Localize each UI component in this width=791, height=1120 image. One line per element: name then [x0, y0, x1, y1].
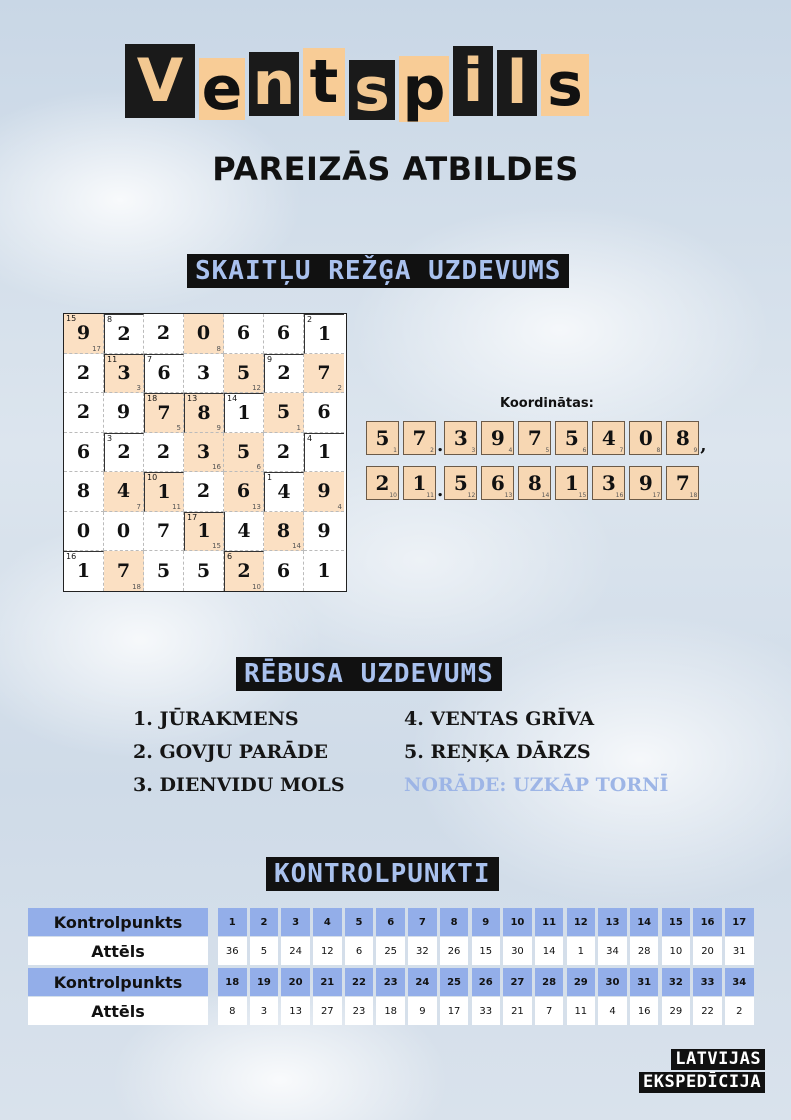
grid-cell-value: 6: [276, 559, 291, 582]
number-grid: [63, 313, 347, 592]
checkpoint-number-cell: 9: [472, 908, 501, 936]
checkpoint-number-cell: 25: [440, 968, 469, 996]
grid-cell: [304, 512, 344, 552]
image-number-cell: 9: [408, 997, 437, 1025]
grid-clue-number: 13: [187, 394, 198, 403]
grid-cell: [64, 551, 104, 591]
checkpoint-number-cell: 29: [567, 968, 596, 996]
grid-cell: [144, 512, 184, 552]
checkpoint-number-cell: 14: [630, 908, 659, 936]
checkpoint-row-2: [28, 968, 757, 996]
grid-cell-value: 1: [76, 560, 91, 583]
grid-cell: [64, 354, 104, 394]
grid-cell-value: 9: [76, 322, 91, 345]
title-letter: t: [303, 48, 345, 116]
checkpoint-number-cell: 22: [345, 968, 374, 996]
grid-cell-value: 6: [236, 480, 251, 503]
image-number-cell: 3: [250, 997, 279, 1025]
image-number-cell: 7: [535, 997, 564, 1025]
checkpoint-number-cell: 34: [725, 968, 754, 996]
checkpoint-row-1: [28, 908, 757, 936]
image-number-cell: 16: [630, 997, 659, 1025]
coordinate-digit-value: 9: [638, 471, 653, 495]
image-number-cell: 25: [376, 937, 405, 965]
grid-cell-value: 1: [317, 322, 332, 345]
grid-cell-value: 2: [117, 441, 131, 464]
grid-clue-number: 15: [66, 314, 77, 323]
grid-cell: [104, 393, 144, 433]
grid-cell-value: 3: [196, 361, 211, 384]
image-number-cell: 24: [281, 937, 310, 965]
grid-cell: [184, 512, 224, 552]
rebus-answer: 3. DIENVIDU MOLS: [133, 774, 345, 796]
section-heading-grid: SKAITĻU REŽĢA UZDEVUMS: [187, 254, 569, 288]
image-number-cell: 32: [408, 937, 437, 965]
grid-index-number: 18: [132, 582, 141, 591]
coordinate-index: 14: [541, 492, 550, 499]
coordinate-digit-value: 5: [564, 426, 579, 450]
grid-cell: [224, 551, 264, 591]
coordinate-index: 6: [582, 447, 587, 454]
coordinate-index: 2: [430, 447, 434, 454]
grid-cell: [104, 551, 144, 591]
coordinate-digit: [403, 421, 436, 455]
image-number-cell: 11: [567, 997, 596, 1025]
coordinate-digit-value: 6: [490, 471, 505, 495]
decimal-point: .: [437, 435, 444, 456]
grid-cell-value: 2: [237, 560, 251, 583]
coordinate-digit: [481, 466, 514, 500]
checkpoint-number-cell: 33: [693, 968, 722, 996]
grid-clue-number: 7: [147, 354, 153, 364]
coordinate-digit-value: 1: [564, 471, 579, 495]
title-letter: s: [349, 60, 395, 120]
image-number-cell: 1: [567, 937, 596, 965]
grid-index-number: 15: [212, 542, 221, 550]
checkpoint-number-cell: 7: [408, 908, 437, 936]
coordinate-digit: [366, 421, 399, 455]
grid-cell: [104, 472, 144, 512]
coordinate-digit-value: 1: [412, 471, 427, 495]
coordinates-row-longitude: [366, 466, 703, 500]
grid-cell-value: 1: [157, 480, 171, 503]
grid-cell: [304, 354, 344, 394]
grid-index-number: 11: [172, 502, 181, 511]
coordinate-index: 4: [508, 447, 513, 454]
checkpoint-number-cell: 10: [503, 908, 532, 936]
logo-line: LATVIJAS: [671, 1049, 765, 1070]
grid-cell: [304, 433, 344, 473]
grid-cell: [304, 314, 344, 354]
image-number-cell: 36: [218, 937, 247, 965]
grid-cell-value: 5: [276, 401, 291, 424]
grid-cell: [104, 314, 144, 354]
title-letter: i: [453, 46, 493, 116]
grid-index-number: 16: [212, 463, 221, 471]
grid-cell: [224, 512, 264, 552]
grid-cell: [184, 433, 224, 473]
grid-cell: [144, 354, 184, 394]
coordinate-index: 16: [615, 492, 624, 499]
checkpoint-number-cell: 13: [598, 908, 627, 936]
grid-index-number: 7: [136, 502, 141, 511]
checkpoint-number-cell: 27: [503, 968, 532, 996]
grid-cell-value: 5: [156, 559, 171, 582]
coordinate-index: 18: [689, 492, 698, 499]
grid-cell: [64, 512, 104, 552]
grid-cell-value: 0: [116, 519, 131, 542]
grid-index-number: 5: [176, 423, 181, 432]
checkpoint-number-cell: 30: [598, 968, 627, 996]
title-logo: [125, 40, 589, 132]
coordinate-index: 5: [545, 447, 550, 454]
checkpoint-number-cell: 16: [693, 908, 722, 936]
coordinate-digit-value: 4: [601, 426, 616, 450]
image-number-cell: 20: [693, 937, 722, 965]
rebus-answer: 4. VENTAS GRĪVA: [404, 708, 595, 730]
grid-index-number: 17: [92, 344, 101, 353]
coordinate-digit-value: 3: [601, 471, 616, 495]
coordinate-index: 15: [578, 492, 587, 499]
title-letter: e: [199, 58, 245, 120]
rebus-answer: 1. JŪRAKMENS: [133, 708, 299, 730]
image-row-2: [28, 997, 757, 1025]
rebus-answer: 2. GOVJU PARĀDE: [133, 741, 328, 763]
grid-cell-value: 6: [76, 440, 91, 463]
title-letter: p: [399, 56, 449, 122]
coordinate-digit: [666, 466, 699, 500]
grid-cell: [264, 551, 304, 591]
coordinate-digit: [518, 421, 551, 455]
coordinate-digit: [403, 466, 436, 500]
grid-cell: [224, 393, 264, 433]
grid-cell: [184, 393, 224, 433]
grid-cell-value: 1: [317, 559, 331, 582]
checkpoint-number-cell: 6: [376, 908, 405, 936]
grid-clue-number: 1: [267, 473, 273, 482]
grid-cell: [144, 393, 184, 433]
coordinate-digit-value: 7: [675, 471, 690, 495]
grid-cell-value: 9: [317, 519, 331, 542]
image-number-cell: 5: [250, 937, 279, 965]
grid-cell: [264, 472, 304, 512]
checkpoint-number-cell: 31: [630, 968, 659, 996]
grid-cell-value: 8: [197, 401, 211, 424]
coordinate-digit: [555, 421, 588, 455]
grid-index-number: 8: [216, 344, 221, 353]
grid-cell: [224, 354, 264, 394]
grid-index-number: 13: [252, 502, 261, 511]
coordinate-digit: [444, 421, 477, 455]
grid-index-number: 10: [252, 582, 261, 591]
grid-cell-value: 4: [277, 480, 291, 503]
grid-index-number: 3: [136, 384, 141, 392]
grid-cell: [144, 433, 184, 473]
grid-cell: [304, 472, 344, 512]
image-number-cell: 21: [503, 997, 532, 1025]
checkpoint-number-cell: 20: [281, 968, 310, 996]
image-number-cell: 17: [440, 997, 469, 1025]
coordinate-digit: [666, 421, 699, 455]
grid-cell: [264, 433, 304, 473]
grid-cell-value: 8: [76, 480, 91, 503]
grid-index-number: 9: [216, 423, 221, 432]
grid-clue-number: 17: [187, 512, 198, 522]
coordinate-index: 3: [471, 447, 476, 454]
checkpoint-number-cell: 23: [376, 968, 405, 996]
section-heading-checkpoints: KONTROLPUNKTI: [266, 857, 499, 891]
grid-cell: [264, 354, 304, 394]
checkpoint-number-cell: 26: [472, 968, 501, 996]
image-number-cell: 15: [472, 937, 501, 965]
grid-cell: [264, 512, 304, 552]
grid-cell: [224, 433, 264, 473]
image-number-cell: 23: [345, 997, 374, 1025]
image-number-cell: 12: [313, 937, 342, 965]
grid-clue-number: 9: [267, 354, 273, 364]
grid-cell: [104, 512, 144, 552]
checkpoint-number-cell: 1: [218, 908, 247, 936]
grid-cell: [264, 393, 304, 433]
coordinate-digit: [555, 466, 588, 500]
checkpoint-number-cell: 24: [408, 968, 437, 996]
grid-cell: [264, 314, 304, 354]
image-label: Attēls: [28, 937, 208, 965]
grid-clue-number: 16: [66, 552, 77, 561]
image-number-cell: 33: [472, 997, 501, 1025]
coordinate-digit: [481, 421, 514, 455]
coordinate-index: 8: [656, 447, 661, 454]
grid-clue-number: 6: [227, 552, 233, 561]
rebus-hint: NORĀDE: UZKĀP TORNĪ: [404, 774, 669, 796]
coordinate-digit: [592, 466, 625, 500]
coordinate-digit: [518, 466, 551, 500]
grid-cell-value: 1: [237, 401, 251, 424]
grid-cell-value: 6: [236, 322, 251, 345]
grid-index-number: 2: [337, 384, 342, 392]
image-number-cell: 8: [218, 997, 247, 1025]
coordinate-digit-value: 7: [527, 426, 542, 450]
coordinate-digit-value: 0: [638, 426, 653, 450]
grid-cell: [224, 472, 264, 512]
grid-cell: [64, 433, 104, 473]
grid-cell-value: 9: [317, 480, 331, 503]
grid-cell-value: 9: [116, 401, 131, 424]
image-number-cell: 27: [313, 997, 342, 1025]
grid-cell-value: 6: [317, 401, 331, 424]
checkpoint-number-cell: 28: [535, 968, 564, 996]
section-heading-rebus: RĒBUSA UZDEVUMS: [236, 657, 502, 691]
image-number-cell: 29: [662, 997, 691, 1025]
grid-cell: [104, 433, 144, 473]
grid-clue-number: 10: [147, 473, 158, 482]
grid-clue-number: 4: [307, 433, 313, 443]
grid-cell-value: 3: [117, 362, 131, 385]
coordinate-digit: [444, 466, 477, 500]
image-number-cell: 22: [693, 997, 722, 1025]
checkpoint-number-cell: 11: [535, 908, 564, 936]
grid-clue-number: 3: [107, 433, 113, 443]
coordinate-digit: [629, 466, 662, 500]
grid-cell-value: 4: [237, 519, 251, 542]
grid-cell-value: 3: [196, 440, 211, 463]
grid-cell-value: 2: [76, 401, 91, 424]
checkpoint-number-cell: 17: [725, 908, 754, 936]
grid-clue-number: 14: [227, 394, 238, 403]
title-letter: V: [125, 44, 195, 118]
grid-cell-value: 5: [236, 361, 251, 384]
coordinate-index: 1: [393, 447, 397, 454]
grid-clue-number: 2: [307, 315, 313, 324]
grid-cell: [304, 551, 344, 591]
coordinates-label: Koordinātas:: [500, 396, 594, 411]
coordinate-index: 10: [389, 492, 397, 499]
coordinate-index: 11: [426, 492, 434, 499]
coordinate-index: 9: [693, 447, 698, 454]
coordinate-digit-value: 5: [375, 426, 390, 450]
checkpoint-number-cell: 32: [662, 968, 691, 996]
grid-index-number: 6: [256, 463, 261, 471]
grid-cell-value: 1: [197, 520, 211, 543]
image-number-cell: 10: [662, 937, 691, 965]
image-number-cell: 13: [281, 997, 310, 1025]
page-subtitle: PAREIZĀS ATBILDES: [212, 150, 579, 188]
checkpoint-number-cell: 3: [281, 908, 310, 936]
grid-cell: [64, 472, 104, 512]
grid-cell: [144, 551, 184, 591]
grid-cell-value: 2: [76, 361, 91, 384]
grid-index-number: 4: [337, 502, 342, 511]
coordinate-digit: [366, 466, 399, 500]
grid-cell-value: 5: [196, 559, 211, 582]
coordinate-digit-value: 3: [453, 426, 468, 450]
checkpoint-number-cell: 18: [218, 968, 247, 996]
coordinates-row-latitude: [366, 421, 708, 455]
image-number-cell: 31: [725, 937, 754, 965]
image-number-cell: 28: [630, 937, 659, 965]
grid-cell: [184, 354, 224, 394]
checkpoint-number-cell: 12: [567, 908, 596, 936]
image-number-cell: 30: [503, 937, 532, 965]
grid-cell-value: 6: [276, 322, 291, 345]
grid-clue-number: 8: [107, 315, 113, 324]
coordinate-digit-value: 8: [675, 426, 690, 450]
grid-cell-value: 4: [116, 480, 131, 503]
grid-cell: [304, 393, 344, 433]
coordinate-index: 7: [619, 447, 624, 454]
checkpoint-label: Kontrolpunkts: [28, 968, 208, 996]
grid-cell: [144, 472, 184, 512]
coordinate-comma: ,: [700, 435, 707, 456]
grid-cell-value: 2: [156, 322, 171, 345]
image-label: Attēls: [28, 997, 208, 1025]
grid-index-number: 1: [296, 423, 301, 432]
coordinate-digit-value: 7: [412, 426, 427, 450]
image-number-cell: 18: [376, 997, 405, 1025]
checkpoint-number-cell: 4: [313, 908, 342, 936]
grid-cell-value: 2: [276, 440, 291, 463]
grid-cell: [184, 314, 224, 354]
grid-cell-value: 2: [196, 480, 211, 503]
coordinate-digit-value: 8: [527, 471, 542, 495]
checkpoint-label: Kontrolpunkts: [28, 908, 208, 936]
grid-cell: [64, 314, 104, 354]
grid-cell: [224, 314, 264, 354]
coordinate-digit-value: 2: [375, 471, 390, 495]
grid-cell-value: 0: [76, 519, 91, 542]
image-number-cell: 14: [535, 937, 564, 965]
grid-cell: [184, 551, 224, 591]
grid-cell: [64, 393, 104, 433]
grid-cell-value: 5: [236, 440, 251, 463]
coordinate-index: 13: [504, 492, 513, 499]
grid-cell-value: 1: [317, 441, 332, 464]
grid-cell-value: 7: [157, 401, 171, 424]
rebus-answer: 5. REŅĶA DĀRZS: [404, 741, 591, 763]
image-row-1: [28, 937, 757, 965]
image-number-cell: 26: [440, 937, 469, 965]
title-letter: s: [541, 54, 589, 116]
image-number-cell: 2: [725, 997, 754, 1025]
grid-cell-value: 7: [317, 361, 331, 384]
coordinate-digit-value: 5: [453, 471, 468, 495]
decimal-point: .: [437, 480, 444, 501]
title-letter: l: [497, 50, 537, 116]
grid-index-number: 14: [292, 542, 301, 550]
coordinate-digit-value: 9: [490, 426, 505, 450]
grid-clue-number: 11: [107, 354, 118, 364]
logo-line: EKSPEDĪCIJA: [639, 1072, 765, 1093]
coordinate-digit: [629, 421, 662, 455]
image-number-cell: 6: [345, 937, 374, 965]
grid-clue-number: 18: [147, 394, 158, 403]
grid-cell: [104, 354, 144, 394]
checkpoint-number-cell: 15: [662, 908, 691, 936]
grid-cell-value: 7: [116, 559, 131, 582]
grid-index-number: 12: [252, 384, 261, 392]
latvijas-ekspedicija-logo: [639, 1049, 765, 1093]
grid-cell-value: 7: [156, 519, 171, 542]
grid-cell-value: 2: [117, 322, 131, 345]
grid-cell: [184, 472, 224, 512]
checkpoint-number-cell: 8: [440, 908, 469, 936]
coordinate-index: 12: [467, 492, 476, 499]
checkpoint-number-cell: 5: [345, 908, 374, 936]
checkpoint-number-cell: 2: [250, 908, 279, 936]
grid-cell-value: 8: [276, 519, 291, 542]
coordinate-index: 17: [652, 492, 661, 499]
image-number-cell: 4: [598, 997, 627, 1025]
coordinate-digit: [592, 421, 625, 455]
grid-cell-value: 0: [196, 322, 211, 345]
grid-cell-value: 6: [157, 362, 171, 385]
grid-cell: [144, 314, 184, 354]
grid-cell-value: 2: [156, 440, 171, 463]
grid-cell-value: 2: [277, 362, 291, 385]
checkpoint-number-cell: 21: [313, 968, 342, 996]
image-number-cell: 34: [598, 937, 627, 965]
title-letter: n: [249, 52, 299, 116]
checkpoint-number-cell: 19: [250, 968, 279, 996]
